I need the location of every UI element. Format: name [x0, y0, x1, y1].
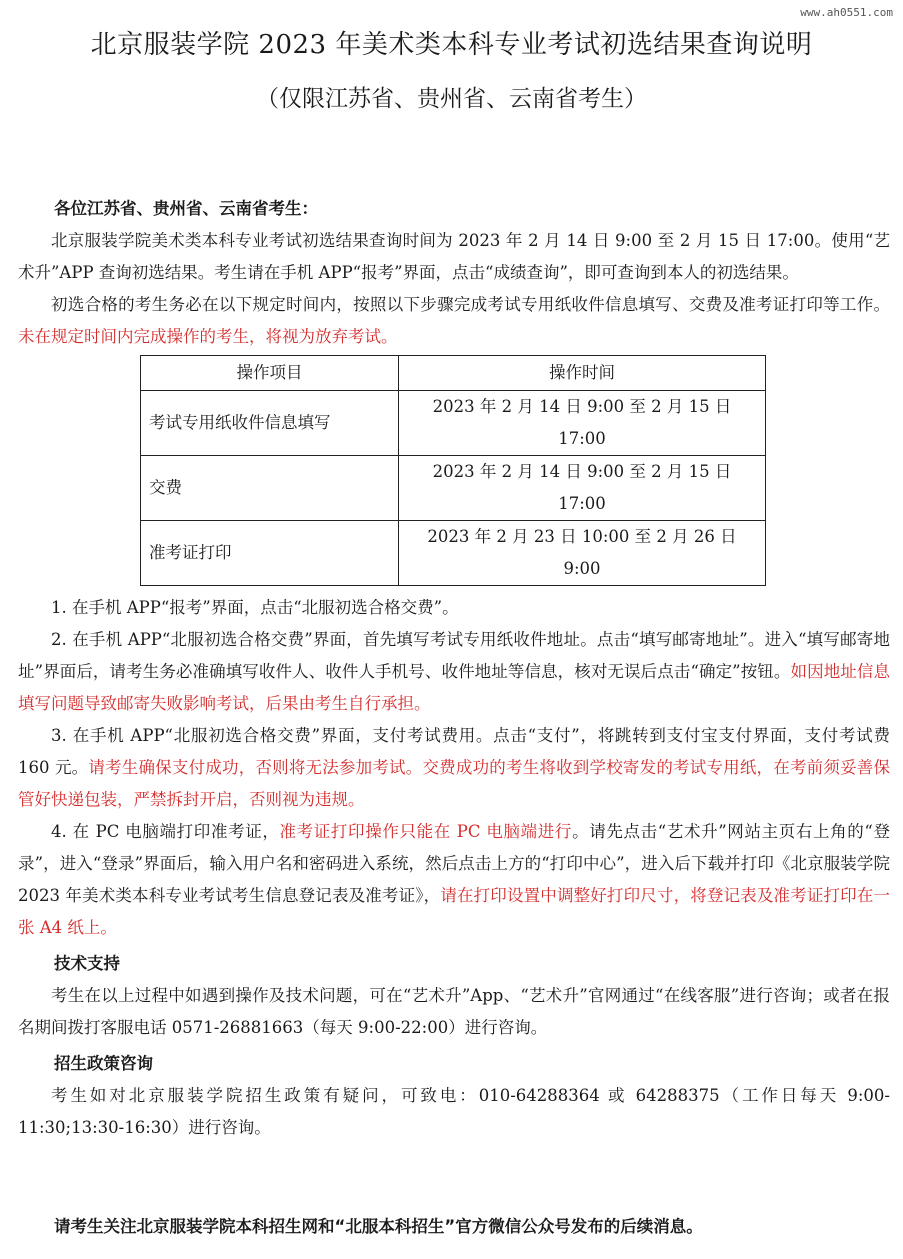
tech-support-heading: 技术支持 [54, 954, 120, 973]
table-header-row [141, 356, 766, 391]
step-4-text-a: 4. 在 PC 电脑端打印准考证， [51, 822, 280, 841]
paragraph-requirements [18, 289, 890, 353]
step-4-warning-b: 请在打印设置中调整好打印尺寸，将登记表及准考证打印在一张 A4 纸上。 [18, 886, 890, 937]
step-2-warning: 如因地址信息填写问题导致邮寄失败影响考试，后果由考生自行承担。 [18, 662, 891, 713]
policy-heading: 招生政策咨询 [54, 1054, 153, 1073]
requirements-text: 初选合格的考生务必在以下规定时间内，按照以下步骤完成考试专用纸收件信息填写、交费及准考证打印等工作。 [51, 295, 890, 314]
step-2-text: 2. 在手机 APP“北服初选合格交费”界面，首先填写考试专用纸收件地址。点击“填写邮寄地址”。进入“填写邮寄地址”界面后，请考生务必准确填写收件人、收件人手机号、收件地址等信息，核对无误后点击“确定”按钮。 [18, 630, 890, 681]
table-header-item: 操作项目 [141, 356, 399, 391]
step-4-text-b: 。请先点击“艺术升”网站主页右上角的“登录”，进入“登录”界面后，输入用户名和密码进入系统，然后点击上方的“打印中心”，进入后下载并打印《北京服装学院 2023 年美术类本科专业考试考生信息登记表及准考证》， [18, 822, 890, 905]
table-row [141, 391, 766, 456]
policy-text: 考生如对北京服装学院招生政策有疑问，可致电：010-64288364 或 64288375（工作日每天 9:00-11:30;13:30-16:30）进行咨询。 [18, 1086, 890, 1137]
schedule-table [140, 355, 766, 586]
table-cell: 2023 年 2 月 14 日 9:00 至 2 月 15 日 17:00 [399, 391, 766, 456]
table-row [141, 521, 766, 586]
table-cell: 准考证打印 [141, 521, 399, 586]
step-3-text: 3. 在手机 APP“北服初选合格交费”界面，支付考试费用。点击“支付”，将跳转到支付宝支付界面，支付考试费 160 元。 [18, 726, 890, 777]
footer-notice: 请考生关注北京服装学院本科招生网和“北服本科招生”官方微信公众号发布的后续消息。 [54, 1217, 703, 1236]
step-4-warning-a: 准考证打印操作只能在 PC 电脑端进行 [279, 822, 573, 841]
table-cell: 交费 [141, 456, 399, 521]
step-3-warning: 请考生确保支付成功，否则将无法参加考试。交费成功的考生将收到学校寄发的考试专用纸，在考前须妥善保管好快递包装，严禁拆封开启，否则视为违规。 [18, 758, 890, 809]
step-4 [18, 816, 890, 944]
step-3 [18, 720, 890, 816]
tech-support-text: 考生在以上过程中如遇到操作及技术问题，可在“艺术升”App、“艺术升”官网通过“在线客服”进行咨询；或者在报名期间拨打客服电话 0571-26881663（每天 9:00-22:00）进行咨询。 [18, 986, 890, 1037]
step-2 [18, 624, 890, 720]
table-row [141, 456, 766, 521]
table-cell: 2023 年 2 月 14 日 9:00 至 2 月 15 日 17:00 [399, 456, 766, 521]
table-cell: 2023 年 2 月 23 日 10:00 至 2 月 26 日 9:00 [399, 521, 766, 586]
watermark: www.ah0551.com [800, 6, 893, 19]
greeting: 各位江苏省、贵州省、云南省考生： [54, 199, 318, 218]
document-body [18, 193, 890, 1144]
paragraph-query-time: 北京服装学院美术类本科专业考试初选结果查询时间为 2023 年 2 月 14 日 9:00 至 2 月 15 日 17:00。使用“艺术升”APP 查询初选结果。考生请在手机 APP“报考”界面，点击“成绩查询”，即可查询到本人的初选结果。 [18, 231, 890, 282]
table-header-time: 操作时间 [399, 356, 766, 391]
document-subtitle: （仅限江苏省、贵州省、云南省考生） [256, 86, 647, 112]
step-1: 1. 在手机 APP“报考”界面，点击“北服初选合格交费”。 [51, 598, 459, 617]
requirements-warning: 未在规定时间内完成操作的考生，将视为放弃考试。 [18, 327, 398, 346]
table-cell: 考试专用纸收件信息填写 [141, 391, 399, 456]
document-title: 北京服装学院 2023 年美术类本科专业考试初选结果查询说明 [90, 30, 813, 60]
